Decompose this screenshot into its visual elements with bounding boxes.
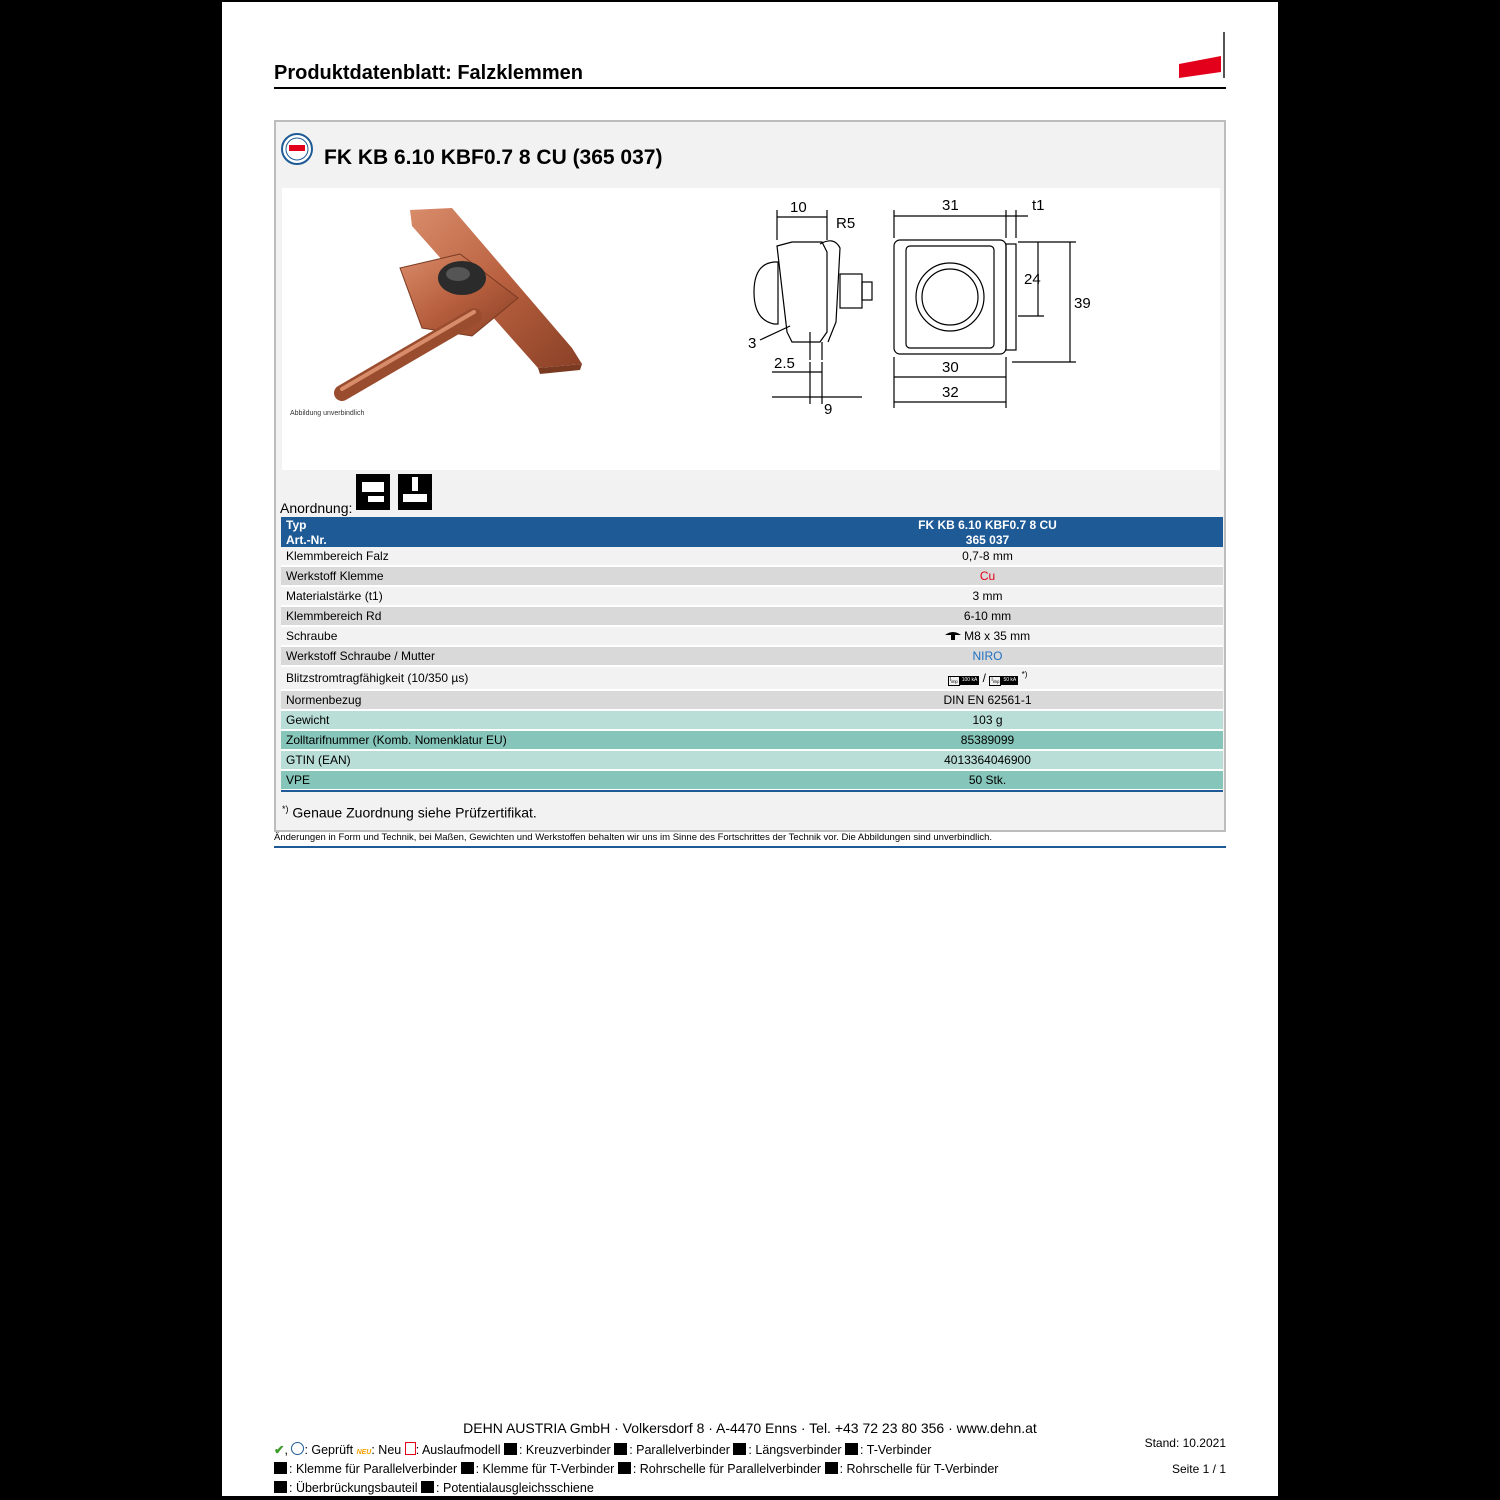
table-row (281, 710, 1223, 730)
legend-equipotential: : Potentialausgleichsschiene (436, 1481, 594, 1495)
row-value: DIN EN 62561-1 (752, 690, 1223, 710)
legend-pipe-t: : Rohrschelle für T-Verbinder (839, 1462, 999, 1476)
table-bottom-rule (281, 790, 1223, 792)
screw-icon (945, 631, 961, 640)
legend-line-3 (274, 1481, 594, 1495)
footnote-mark: *) (1021, 670, 1028, 679)
article-value: 365 037 (752, 532, 1223, 547)
table-row (281, 606, 1223, 626)
dehn-quality-icon (280, 132, 314, 166)
t-connector-icon (845, 1443, 858, 1455)
table-row (281, 566, 1223, 586)
legend-line-1: ✔, : Geprüft NEU: Neu : Auslaufmodell : Kreuzverbinder : Parallelverbinder : Längsverbinder : T-Verbinder (274, 1443, 932, 1457)
revision-date: Stand: 10.2021 (1144, 1436, 1226, 1450)
iimp-value-a: 100 kA (961, 677, 978, 683)
dehn-logo (1177, 30, 1227, 80)
dim-31: 31 (942, 197, 959, 214)
page-number: Seite 1 / 1 (1171, 1462, 1226, 1476)
row-value: 4013364046900 (752, 750, 1223, 770)
dim-2-5: 2.5 (774, 355, 795, 372)
dim-10: 10 (790, 199, 807, 216)
row-value: 103 g (752, 710, 1223, 730)
tested-icon (291, 1442, 304, 1455)
screw-value: M8 x 35 mm (964, 629, 1031, 643)
dim-39: 39 (1074, 295, 1091, 312)
iimp-icon: $I_{imp}$ (949, 677, 958, 684)
product-title: FK KB 6.10 KBF0.7 8 CU (365 037) (324, 146, 663, 169)
legend-checked: : Geprüft (304, 1443, 354, 1457)
legend-cross: : Kreuzverbinder (518, 1443, 611, 1457)
legend-clamp-parallel: : Klemme für Parallelverbinder (289, 1462, 458, 1476)
dim-t1: t1 (1032, 197, 1045, 214)
table-row (281, 547, 1223, 566)
row-label: Schraube (281, 626, 752, 646)
parallel-connector-icon (356, 474, 390, 510)
row-value: NIRO (752, 646, 1223, 666)
product-photo (282, 188, 612, 428)
row-label: Gewicht (281, 710, 752, 730)
row-label: Normenbezug (281, 690, 752, 710)
check-icon: ✔ (274, 1443, 285, 1457)
footnote-mark: *) (282, 804, 289, 814)
dim-24: 24 (1024, 271, 1041, 288)
row-label: Klemmbereich Rd (281, 606, 752, 626)
title-rule (274, 87, 1226, 89)
company-address: DEHN AUSTRIA GmbH · Volkersdorf 8 · A-4470 Enns · Tel. +43 72 23 80 356 · www.dehn.at (463, 1420, 1037, 1436)
legend-clamp-t: : Klemme für T-Verbinder (475, 1462, 615, 1476)
arrangement-label: Anordnung: (280, 500, 353, 516)
table-row (281, 646, 1223, 666)
disclaimer-rule (274, 846, 1226, 848)
dim-32: 32 (942, 384, 959, 401)
image-caption: Abbildung unverbindlich (290, 410, 365, 417)
t-connector-icon (398, 474, 432, 510)
clamp-parallel-icon (274, 1462, 287, 1474)
dim-r5: R5 (836, 215, 856, 232)
table-row (281, 750, 1223, 770)
table-row (281, 666, 1223, 690)
iimp-icon: $I_{imp}$ (991, 677, 1000, 684)
disclaimer: Änderungen in Form und Technik, bei Maßen, Gewichten und Werkstoffen behalten wir uns im Sinne des Fortschrittes der Technik vor. Die Abbildungen sind unverbindlich. (274, 832, 993, 843)
row-value-cell (752, 666, 1223, 690)
row-label: VPE (281, 770, 752, 790)
legend-bridging: : Überbrückungsbauteil (289, 1481, 418, 1495)
row-label: Blitzstromtragfähigkeit (10/350 µs) (281, 666, 752, 690)
row-value: 3 mm (752, 586, 1223, 606)
row-value: Cu (752, 566, 1223, 586)
discontinued-icon (405, 1442, 416, 1455)
value-separator: / (982, 671, 986, 685)
dim-30: 30 (942, 359, 959, 376)
spec-table (281, 517, 1223, 791)
dimension-drawing (732, 192, 1112, 422)
table-row (281, 730, 1223, 750)
legend-pipe-parallel: : Rohrschelle für Parallelverbinder (632, 1462, 822, 1476)
row-label: GTIN (EAN) (281, 750, 752, 770)
table-row (281, 690, 1223, 710)
bridging-icon (274, 1481, 287, 1493)
row-label: Klemmbereich Falz (281, 547, 752, 566)
row-value-cell (752, 626, 1223, 646)
footnote-text: Genaue Zuordnung siehe Prüfzertifikat. (292, 804, 537, 821)
table-row (281, 770, 1223, 790)
row-label: Materialstärke (t1) (281, 586, 752, 606)
legend-line-2 (274, 1462, 998, 1476)
type-label: Typ (281, 517, 752, 532)
row-label: Zolltarifnummer (Komb. Nomenklatur EU) (281, 730, 752, 750)
new-icon: NEU (356, 1449, 372, 1456)
clamp-t-icon (461, 1462, 474, 1474)
article-label: Art.-Nr. (281, 532, 752, 547)
table-header-row (281, 532, 1223, 547)
legend-discontinued: : Auslaufmodell (415, 1443, 501, 1457)
table-row (281, 626, 1223, 646)
equipotential-bar-icon (421, 1481, 434, 1493)
page-title: Produktdatenblatt: Falzklemmen (274, 62, 583, 84)
cross-connector-icon (504, 1443, 517, 1455)
type-value: FK KB 6.10 KBF0.7 8 CU (752, 517, 1223, 532)
legend-new: : Neu (371, 1443, 402, 1457)
row-value: 50 Stk. (752, 770, 1223, 790)
row-value: 0,7-8 mm (752, 547, 1223, 566)
pipe-clamp-t-icon (825, 1462, 838, 1474)
row-value: 6-10 mm (752, 606, 1223, 626)
table-row (281, 586, 1223, 606)
image-area (282, 188, 1220, 470)
dim-3: 3 (748, 335, 757, 352)
row-label: Werkstoff Schraube / Mutter (281, 646, 752, 666)
row-value: 85389099 (752, 730, 1223, 750)
legend-parallel: : Parallelverbinder (629, 1443, 730, 1457)
footnote (282, 804, 537, 821)
parallel-connector-icon (614, 1443, 627, 1455)
table-header-row (281, 517, 1223, 532)
longitudinal-connector-icon (733, 1443, 746, 1455)
datasheet-page (222, 2, 1278, 1496)
row-label: Werkstoff Klemme (281, 566, 752, 586)
iimp-value-b: 50 kA (1003, 677, 1017, 683)
pipe-clamp-parallel-icon (618, 1462, 631, 1474)
legend-t: : T-Verbinder (860, 1443, 932, 1457)
product-card (274, 120, 1226, 832)
dim-9: 9 (824, 401, 833, 418)
legend-longitudinal: : Längsverbinder (748, 1443, 842, 1457)
